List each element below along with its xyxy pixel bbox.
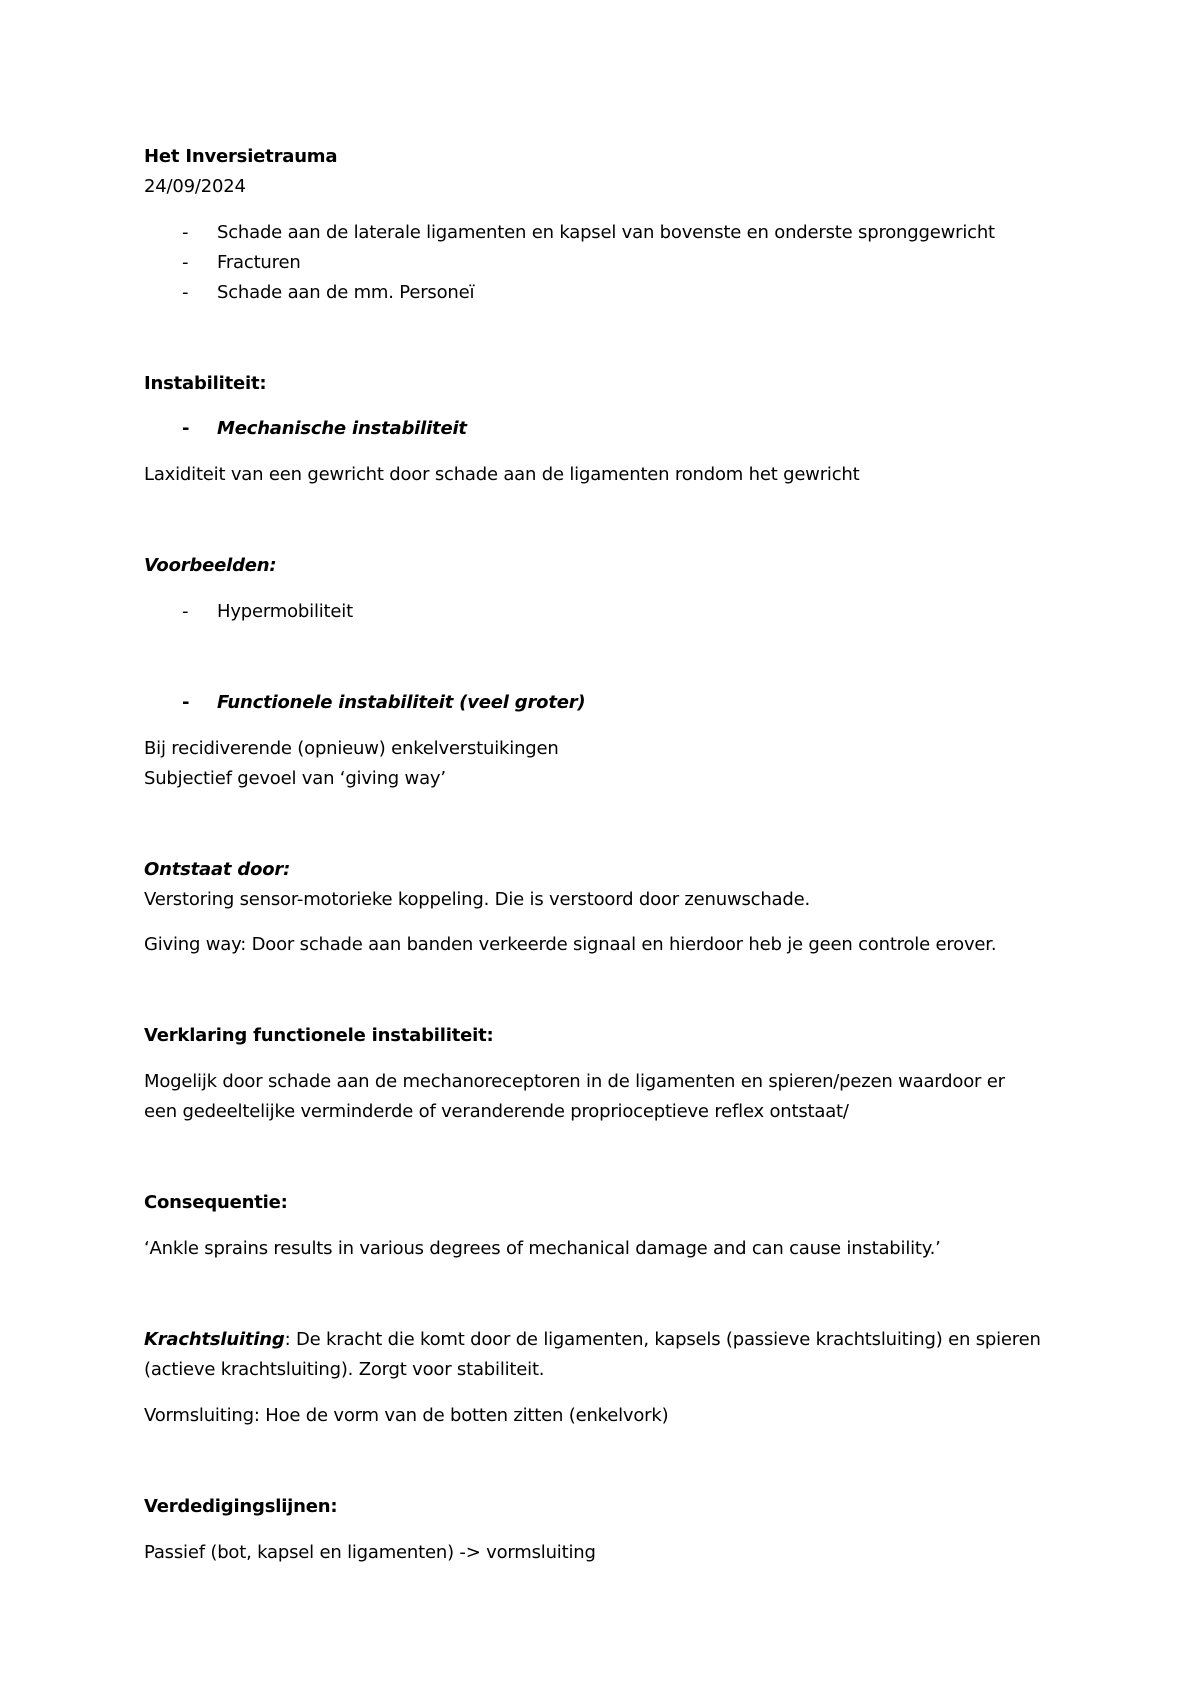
functionele-line: Bij recidiverende (opnieuw) enkelverstuikingen (144, 738, 559, 759)
bullet-dash: - (182, 282, 189, 303)
functionele-heading: Functionele instabiliteit (veel groter) (217, 692, 586, 713)
list-item-text: Schade aan de mm. Personeï (217, 282, 475, 303)
functionele-line: Subjectief gevoel van ‘giving way’ (144, 768, 446, 789)
consequentie-heading: Consequentie: (144, 1192, 288, 1213)
instabiliteit-heading: Instabiliteit: (144, 373, 267, 394)
bullet-dash: - (182, 692, 190, 713)
verdedigingslijnen-text: Passief (bot, kapsel en ligamenten) -> vormsluiting (144, 1542, 596, 1563)
verklaring-line: Mogelijk door schade aan de mechanoreceptoren in de ligamenten en spieren/pezen waardoor er (144, 1071, 1005, 1092)
vormsluiting-line: Vormsluiting: Hoe de vorm van de botten zitten (enkelvork) (144, 1405, 669, 1426)
ontstaat-heading: Ontstaat door: (144, 859, 291, 880)
bullet-dash: - (182, 222, 189, 243)
list-item-text: Schade aan de laterale ligamenten en kapsel van bovenste en onderste spronggewricht (217, 222, 995, 243)
krachtsluiting-line: (actieve krachtsluiting). Zorgt voor stabiliteit. (144, 1359, 545, 1380)
bullet-dash: - (182, 601, 189, 622)
verklaring-line: een gedeeltelijke verminderde of veranderende proprioceptieve reflex ontstaat/ (144, 1101, 849, 1122)
consequentie-quote: ‘Ankle sprains results in various degrees of mechanical damage and can cause instability.’ (144, 1238, 941, 1259)
ontstaat-line: Verstoring sensor-motorieke koppeling. Die is verstoord door zenuwschade. (144, 889, 811, 910)
verklaring-heading: Verklaring functionele instabiliteit: (144, 1025, 494, 1046)
mechanische-heading: Mechanische instabiliteit (217, 418, 467, 439)
krachtsluiting-term: Krachtsluiting (144, 1329, 285, 1350)
document-date: 24/09/2024 (144, 176, 246, 197)
bullet-dash: - (182, 418, 190, 439)
document-title: Het Inversietrauma (144, 146, 338, 167)
list-item-text: Fracturen (217, 252, 301, 273)
bullet-dash: - (182, 252, 189, 273)
voorbeelden-heading: Voorbeelden: (144, 555, 277, 576)
ontstaat-line: Giving way: Door schade aan banden verkeerde signaal en hierdoor heb je geen controle erover. (144, 934, 997, 955)
krachtsluiting-line (144, 1328, 1041, 1352)
verdedigingslijnen-heading: Verdedigingslijnen: (144, 1496, 338, 1517)
mechanische-text: Laxiditeit van een gewricht door schade aan de ligamenten rondom het gewricht (144, 464, 860, 485)
krachtsluiting-definition: : De kracht die komt door de ligamenten, kapsels (passieve krachtsluiting) en spieren (284, 1329, 1041, 1350)
list-item-text: Hypermobiliteit (217, 601, 353, 622)
